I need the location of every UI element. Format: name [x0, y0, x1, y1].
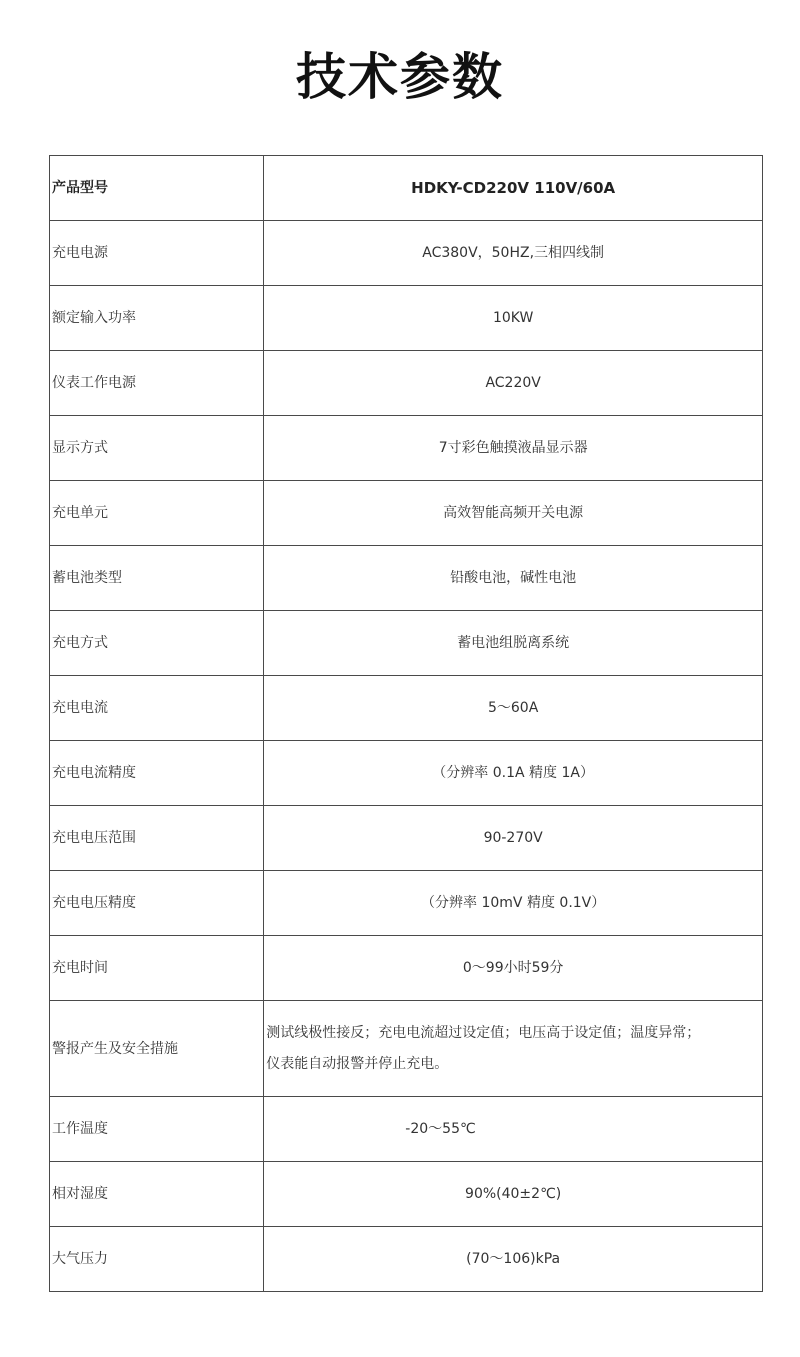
row-value: 90%(40±2℃)	[264, 1162, 763, 1227]
table-row	[50, 286, 763, 351]
row-value: 0～99小时59分	[264, 936, 763, 1001]
row-label: 充电电压精度	[50, 871, 264, 936]
row-value: 5～60A	[264, 676, 763, 741]
row-value: 铅酸电池，碱性电池	[264, 546, 763, 611]
row-value: （分辨率 0.1A 精度 1A）	[264, 741, 763, 806]
row-value: AC220V	[264, 351, 763, 416]
table-row	[50, 936, 763, 1001]
header-value: HDKY-CD220V 110V/60A	[264, 156, 763, 221]
row-value: (70～106)kPa	[264, 1227, 763, 1292]
row-label: 大气压力	[50, 1227, 264, 1292]
page-title: 技术参数	[296, 48, 504, 106]
row-label: 充电单元	[50, 481, 264, 546]
row-label: 充电电压范围	[50, 806, 264, 871]
row-label: 蓄电池类型	[50, 546, 264, 611]
row-label: 充电电源	[50, 221, 264, 286]
row-label: 充电方式	[50, 611, 264, 676]
spec-table	[49, 155, 763, 1292]
row-value: AC380V，50HZ,三相四线制	[264, 221, 763, 286]
row-label: 显示方式	[50, 416, 264, 481]
row-value-line: 测试线极性接反；充电电流超过设定值；电压高于设定值；温度异常；	[266, 1024, 701, 1041]
row-value: 7寸彩色触摸液晶显示器	[264, 416, 763, 481]
table-row	[50, 221, 763, 286]
row-value: （分辨率 10mV 精度 0.1V）	[264, 871, 763, 936]
table-row	[50, 1001, 763, 1097]
table-row	[50, 1097, 763, 1162]
row-label: 充电电流精度	[50, 741, 264, 806]
table-row	[50, 1162, 763, 1227]
row-value: 10KW	[264, 286, 763, 351]
table-row	[50, 351, 763, 416]
row-value: 蓄电池组脱离系统	[264, 611, 763, 676]
table-row	[50, 676, 763, 741]
table-row	[50, 416, 763, 481]
table-row	[50, 741, 763, 806]
table-row	[50, 806, 763, 871]
header-label: 产品型号	[50, 156, 264, 221]
row-label: 相对湿度	[50, 1162, 264, 1227]
row-label: 充电时间	[50, 936, 264, 1001]
row-value: -20～55℃	[264, 1097, 763, 1162]
row-label: 额定输入功率	[50, 286, 264, 351]
row-value: 高效智能高频开关电源	[264, 481, 763, 546]
row-label: 警报产生及安全措施	[50, 1001, 264, 1097]
table-row	[50, 481, 763, 546]
row-value: 90-270V	[264, 806, 763, 871]
row-value-multiline	[264, 1001, 763, 1097]
table-row	[50, 1227, 763, 1292]
row-value-line: 仪表能自动报警并停止充电。	[266, 1055, 449, 1072]
table-row	[50, 871, 763, 936]
table-header-row	[50, 156, 763, 221]
row-label: 充电电流	[50, 676, 264, 741]
row-label: 工作温度	[50, 1097, 264, 1162]
table-row	[50, 546, 763, 611]
table-row	[50, 611, 763, 676]
row-label: 仪表工作电源	[50, 351, 264, 416]
